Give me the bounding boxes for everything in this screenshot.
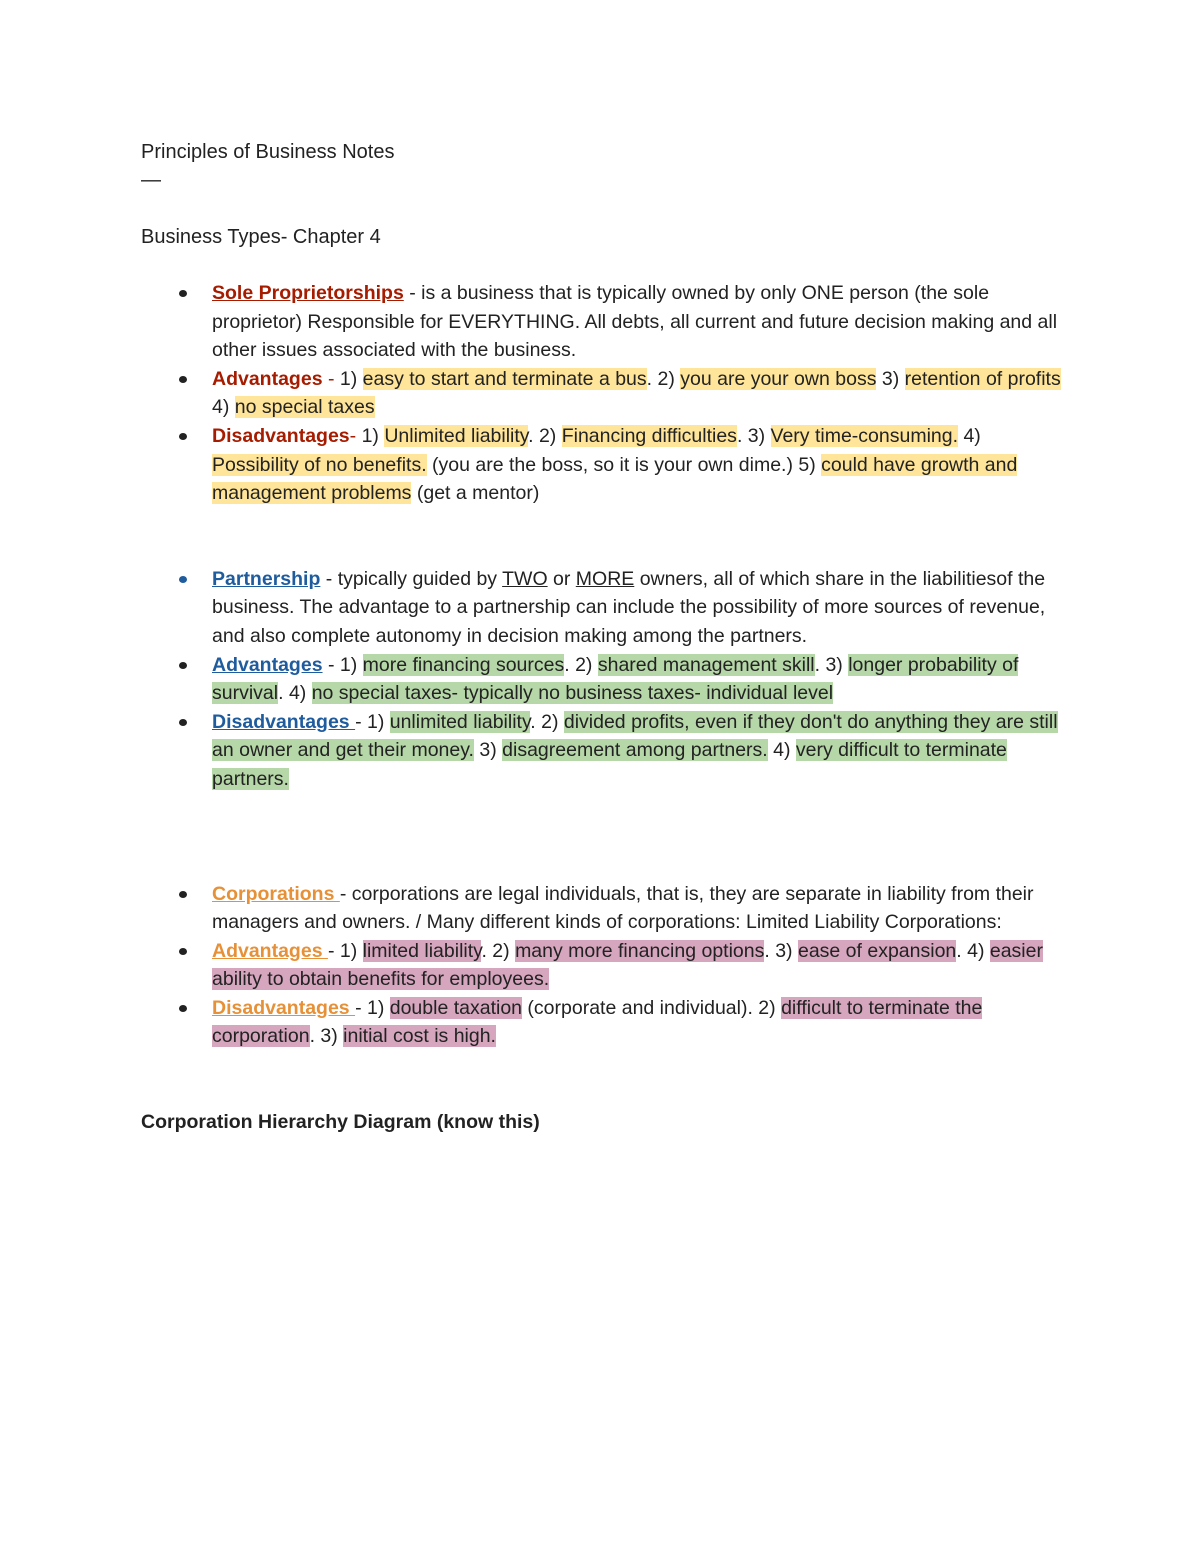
partnership-or: or: [547, 567, 576, 590]
section-subtitle: Business Types- Chapter 4: [141, 226, 381, 248]
corporation-definition: - corporations are legal individuals, that is, they are separate in liability from their managers and owners. / Many different kinds of corporations: Limited Liability Corporations:: [212, 882, 1034, 934]
corporation-disadvantages-item: [141, 994, 1061, 1051]
sole-adv-num4: 4): [212, 396, 235, 419]
corporation-adv-num2: . 2): [481, 939, 516, 962]
spacer: [141, 794, 1061, 880]
sole-advantages-term: Advantages: [212, 367, 323, 390]
sole-adv-point3: retention of profits: [904, 367, 1061, 390]
sole-dis-text5: (get a mentor): [411, 482, 540, 505]
sole-dis-num2: . 2): [528, 424, 562, 447]
partnership-adv-num3: . 3): [814, 653, 849, 676]
corporation-adv-point2: many more financing options: [515, 939, 765, 962]
sole-adv-point2: you are your own boss: [680, 367, 877, 390]
partnership-advantages-item: [141, 651, 1061, 708]
partnership-dis-point4: very difficult to terminate partners.: [212, 739, 1007, 790]
corporation-adv-dash: - 1): [327, 939, 363, 962]
sole-adv-num2: . 2): [646, 367, 681, 390]
partnership-dis-point1: unlimited liability: [389, 710, 531, 733]
corporation-adv-num4: . 4): [956, 939, 990, 962]
partnership-def1: - typically guided by: [320, 567, 503, 590]
corporation-adv-point3: ease of expansion: [797, 939, 957, 962]
sole-dis-num4: 4): [958, 424, 981, 447]
sole-dis-point3: Very time-consuming.: [770, 424, 959, 447]
corporation-term: Corporations: [212, 882, 340, 905]
partnership-dis-num3: 3): [473, 739, 503, 762]
partnership-disadvantages-term: Disadvantages: [212, 710, 356, 733]
sole-dis-num1: 1): [361, 424, 385, 447]
sole-definition-item: [141, 279, 1061, 365]
sole-dis-point1: Unlimited liability: [384, 424, 529, 447]
sole-dis-point4: Possibility of no benefits.: [212, 453, 427, 476]
sole-disadvantages-term: Disadvantages: [212, 424, 350, 447]
spacer: [141, 508, 1061, 565]
sole-advantages-dash: -: [322, 367, 340, 390]
partnership-adv-point3: longer probability of survival: [212, 653, 1019, 705]
partnership-adv-num4: . 4): [278, 682, 312, 705]
sole-adv-num1: 1): [339, 367, 363, 390]
sole-definition: - is a business that is typically owned by only ONE person (the sole proprietor) Responsible for EVERYTHING. All debts, all current and future decision making and all other issues associated with the business.: [212, 282, 1058, 362]
corporation-adv-point1: limited liability: [362, 939, 482, 962]
sole-dis-num3: . 3): [736, 424, 771, 447]
partnership-advantages-term: Advantages: [212, 653, 323, 676]
diagram-heading: Corporation Hierarchy Diagram (know this): [141, 1111, 540, 1134]
partnership-adv-num2: . 2): [564, 653, 598, 676]
corporation-advantages-term: Advantages: [212, 939, 328, 962]
corporation-definition-item: [141, 880, 1061, 937]
sole-proprietorship-list: [141, 279, 1061, 508]
corporation-advantages-item: [141, 937, 1061, 994]
partnership-adv-point2: shared management skill: [597, 653, 815, 676]
sole-adv-point4: no special taxes: [234, 396, 375, 419]
partnership-dis-dash: - 1): [355, 710, 390, 733]
corporation-adv-point4: easier ability to obtain benefits for employees.: [212, 939, 1043, 991]
partnership-dis-point3: disagreement among partners.: [502, 739, 768, 762]
partnership-def2: owners, all of which share in the liabilitiesof the business. The advantage to a partnership can include the possibility of more sources of revenue, and also complete autonomy in decision making among the partners.: [212, 567, 1046, 647]
title-dash: —: [141, 169, 161, 191]
partnership-adv-point1: more financing sources: [362, 653, 565, 676]
partnership-definition-item: [141, 565, 1061, 651]
partnership-term: Partnership: [212, 567, 321, 590]
corporation-dis-point3: initial cost is high.: [343, 1025, 496, 1048]
sole-disadvantages-item: [141, 422, 1061, 508]
corporation-disadvantages-term: Disadvantages: [212, 996, 356, 1019]
partnership-list: [141, 565, 1061, 794]
partnership-adv-point4: no special taxes- typically no business taxes- individual level: [311, 682, 834, 705]
corporation-list: [141, 880, 1061, 1052]
sole-dis-point2: Financing difficulties: [561, 424, 737, 447]
partnership-two: TWO: [502, 567, 548, 590]
corporation-dis-point2: difficult to terminate the corporation: [212, 996, 983, 1048]
partnership-dis-num2: . 2): [530, 710, 564, 733]
sole-disadvantages-dash: -: [349, 424, 362, 447]
corporation-dis-point1: double taxation: [389, 996, 523, 1019]
sole-dis-point5: could have growth and management problems: [212, 453, 1018, 505]
sole-term: Sole Proprietorships: [212, 282, 404, 304]
corporation-adv-num3: . 3): [764, 939, 798, 962]
corporation-dis-dash: - 1): [355, 996, 390, 1019]
document-page: [141, 138, 1061, 1137]
corporation-dis-num3: . 3): [309, 1025, 344, 1048]
partnership-adv-dash: - 1): [322, 653, 363, 676]
partnership-disadvantages-item: [141, 708, 1061, 794]
partnership-dis-num4: 4): [767, 739, 796, 762]
partnership-dis-point2: divided profits, even if they don't do anything they are still an owner and get their money.: [212, 710, 1058, 762]
sole-advantages-item: [141, 365, 1061, 422]
partnership-more: MORE: [575, 567, 635, 590]
sole-adv-num3: 3): [876, 367, 905, 390]
document-title: Principles of Business Notes: [141, 141, 395, 163]
sole-adv-point1: easy to start and terminate a bus: [362, 367, 647, 390]
corporation-dis-text1: (corporate and individual). 2): [522, 996, 782, 1019]
sole-dis-text4: (you are the boss, so it is your own dime.) 5): [426, 453, 822, 476]
